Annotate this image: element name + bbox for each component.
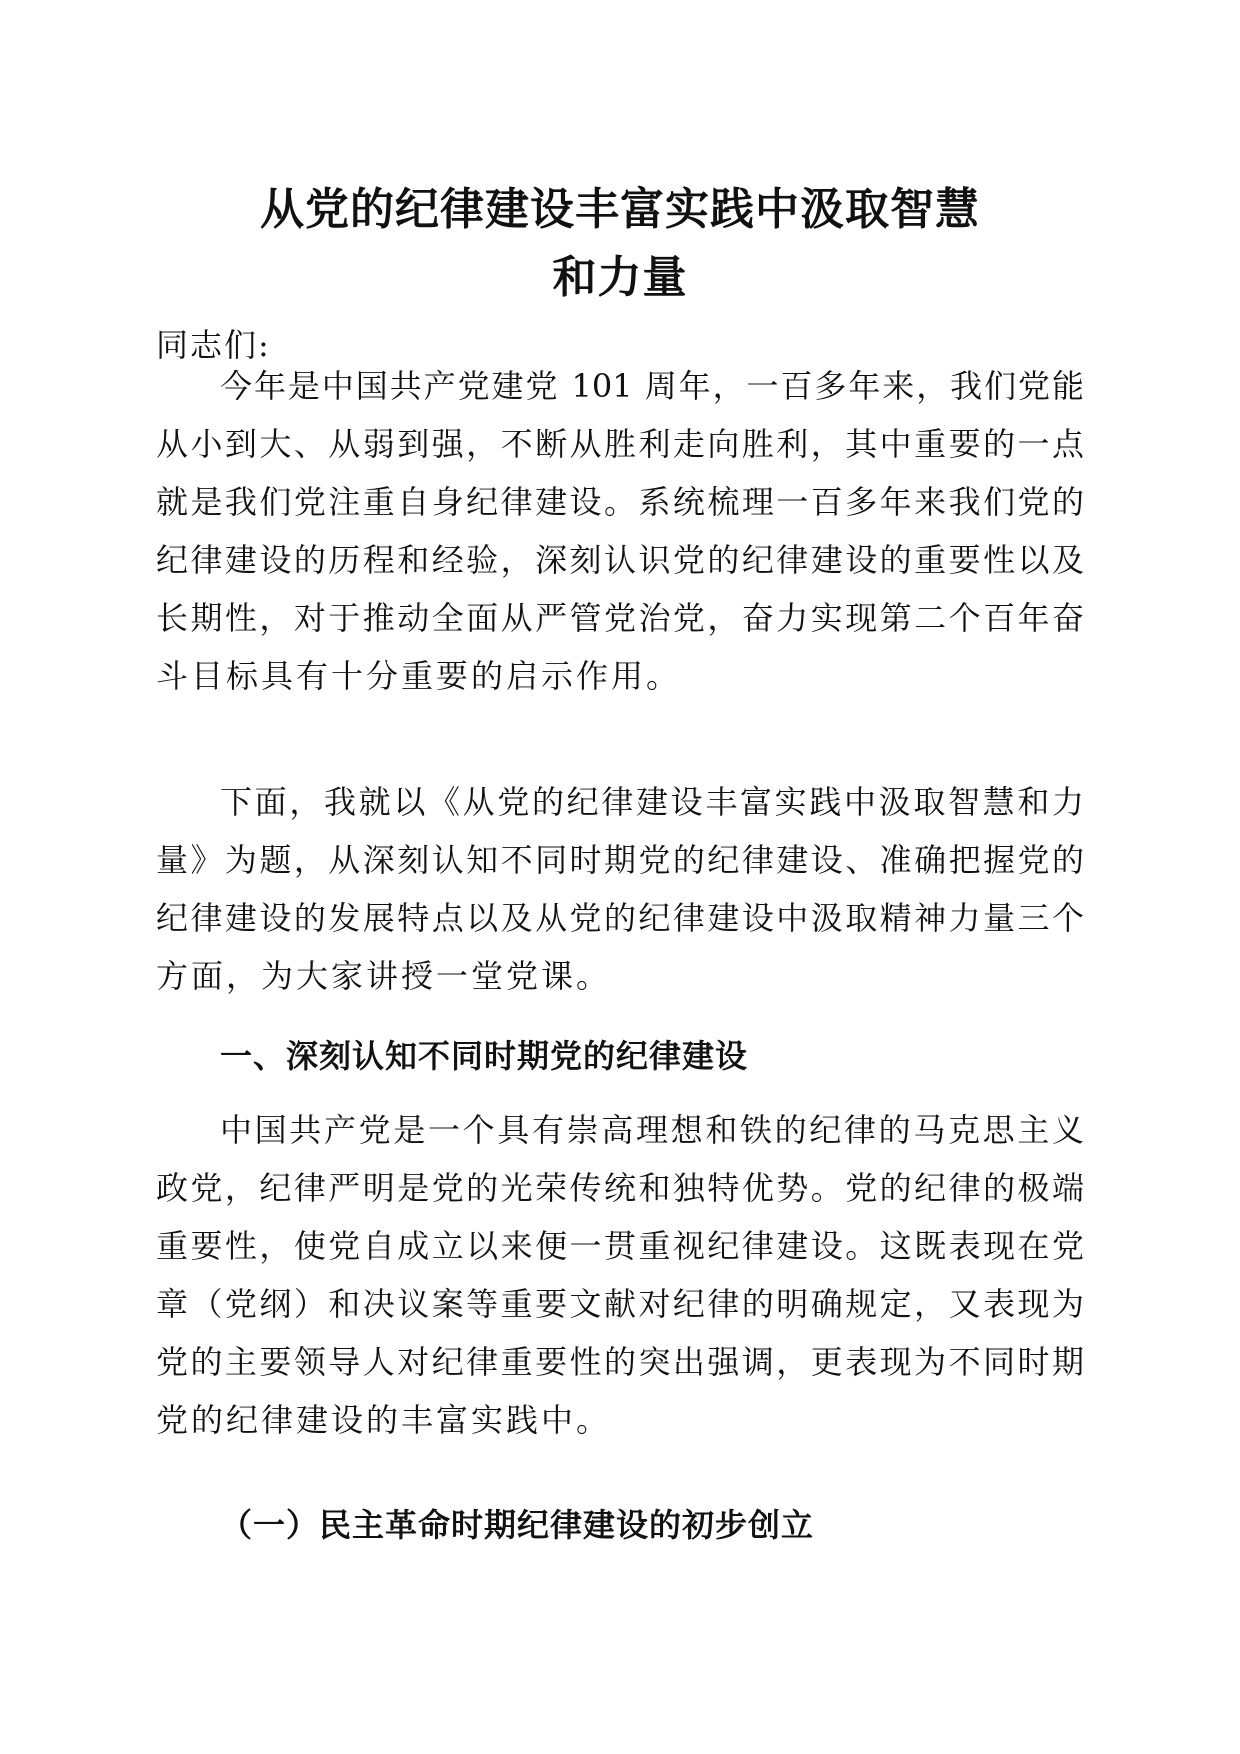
paragraph-line: 长期性，对于推动全面从严管党治党，奋力实现第二个百年奋 [156,599,1084,637]
paragraph-line: 今年是中国共产党建党 101 周年，一百多年来，我们党能 [220,367,1084,405]
paragraph-line: 斗目标具有十分重要的启示作用。 [156,657,682,695]
paragraph-line: 纪律建设的历程和经验，深刻认识党的纪律建设的重要性以及 [156,541,1084,579]
paragraph-line: 重要性，使党自成立以来便一贯重视纪律建设。这既表现在党 [156,1227,1084,1265]
paragraph-line: 中国共产党是一个具有崇高理想和铁的纪律的马克思主义 [220,1111,1084,1149]
paragraph-line: 章（党纲）和决议案等重要文献对纪律的明确规定，又表现为 [156,1285,1084,1323]
section-heading-2: （一）民主革命时期纪律建设的初步创立 [220,1506,815,1544]
paragraph-line: 党的主要领导人对纪律重要性的突出强调，更表现为不同时期 [156,1343,1084,1381]
paragraph-line: 下面，我就以《从党的纪律建设丰富实践中汲取智慧和力 [220,783,1084,821]
paragraph-line: 方面，为大家讲授一堂党课。 [156,957,612,995]
paragraph-line: 从小到大、从弱到强，不断从胜利走向胜利，其中重要的一点 [156,425,1084,463]
paragraph-line: 纪律建设的发展特点以及从党的纪律建设中汲取精神力量三个 [156,899,1084,937]
paragraph-line: 量》为题，从深刻认知不同时期党的纪律建设、准确把握党的 [156,841,1084,879]
paragraph-line: 党的纪律建设的丰富实践中。 [156,1401,612,1439]
salutation: 同志们: [156,326,271,364]
paragraph-line: 就是我们党注重自身纪律建设。系统梳理一百多年来我们党的 [156,483,1084,521]
section-heading-1: 一、深刻认知不同时期党的纪律建设 [220,1037,749,1075]
document-title-line-2: 和力量 [552,252,688,303]
paragraph-line: 政党，纪律严明是党的光荣传统和独特优势。党的纪律的极端 [156,1169,1084,1207]
document-title-line-1: 从党的纪律建设丰富实践中汲取智慧 [260,184,980,235]
